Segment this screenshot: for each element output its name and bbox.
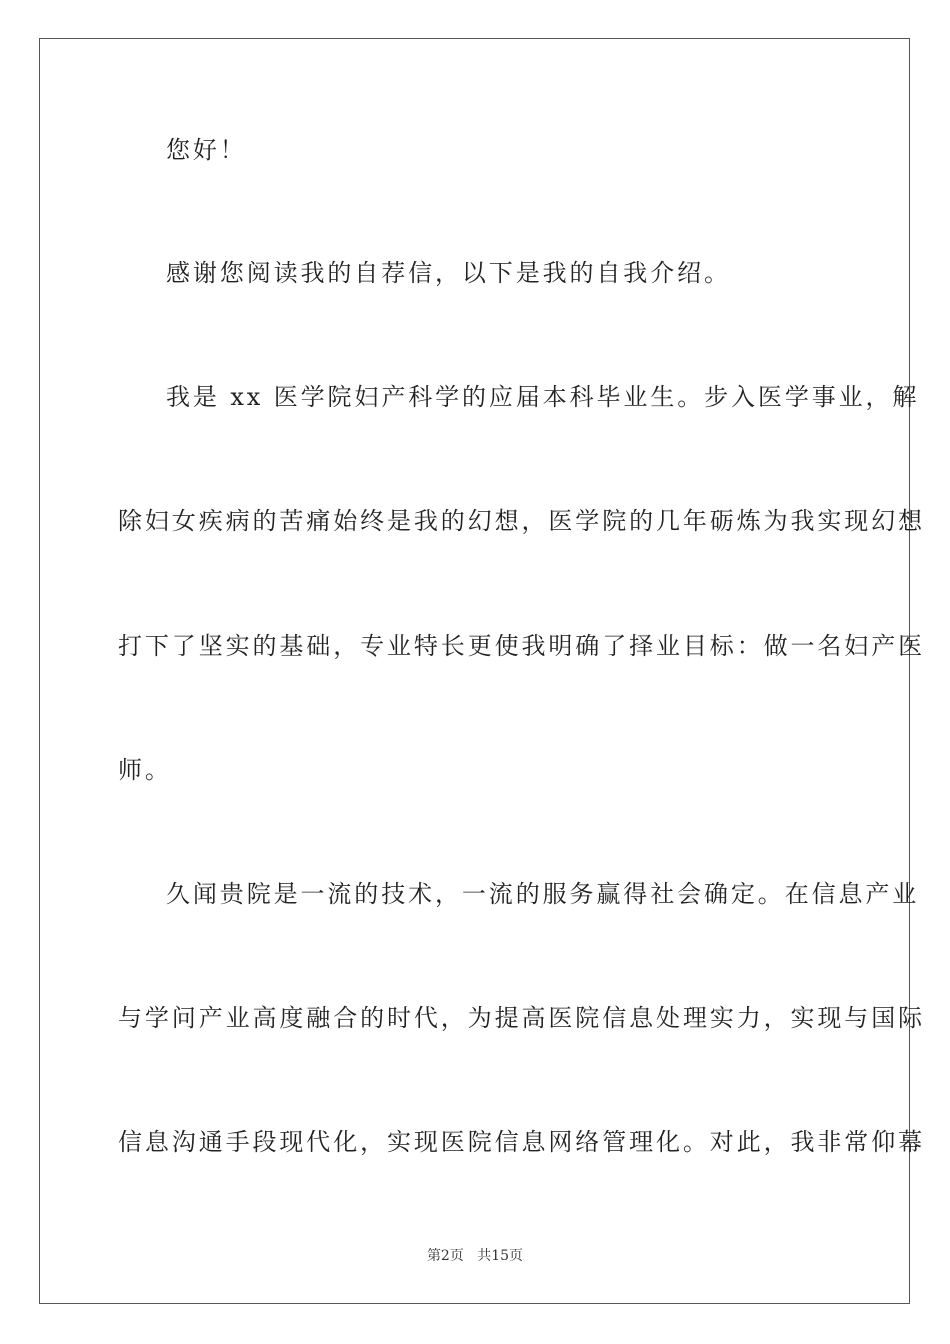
intro-line: 感谢您阅读我的自荐信，以下是我的自我介绍。 xyxy=(166,259,731,287)
paragraph-1-line-4: 师。 xyxy=(118,756,172,784)
paragraph-1-line-3: 打下了坚实的基础，专业特长更使我明确了择业目标：做一名妇产医 xyxy=(118,632,925,660)
greeting-line: 您好！ xyxy=(166,136,247,164)
paragraph-2-line-3: 信息沟通手段现代化，实现医院信息网络管理化。对此，我非常仰幕 xyxy=(118,1128,925,1156)
paragraph-1-line-1: 我是 xx 医学院妇产科学的应届本科毕业生。步入医学事业，解 xyxy=(166,383,920,411)
paragraph-2-line-1: 久闻贵院是一流的技术，一流的服务赢得社会确定。在信息产业 xyxy=(166,880,920,908)
paragraph-1-line-2: 除妇女疾病的苦痛始终是我的幻想，医学院的几年砺炼为我实现幻想 xyxy=(118,507,925,535)
paragraph-2-line-2: 与学问产业高度融合的时代，为提高医院信息处理实力，实现与国际 xyxy=(118,1004,925,1032)
page-total: 共15页 xyxy=(477,1248,524,1264)
page-number: 第2页 xyxy=(426,1248,464,1264)
page-border xyxy=(39,38,925,1304)
page-footer xyxy=(0,1247,950,1265)
